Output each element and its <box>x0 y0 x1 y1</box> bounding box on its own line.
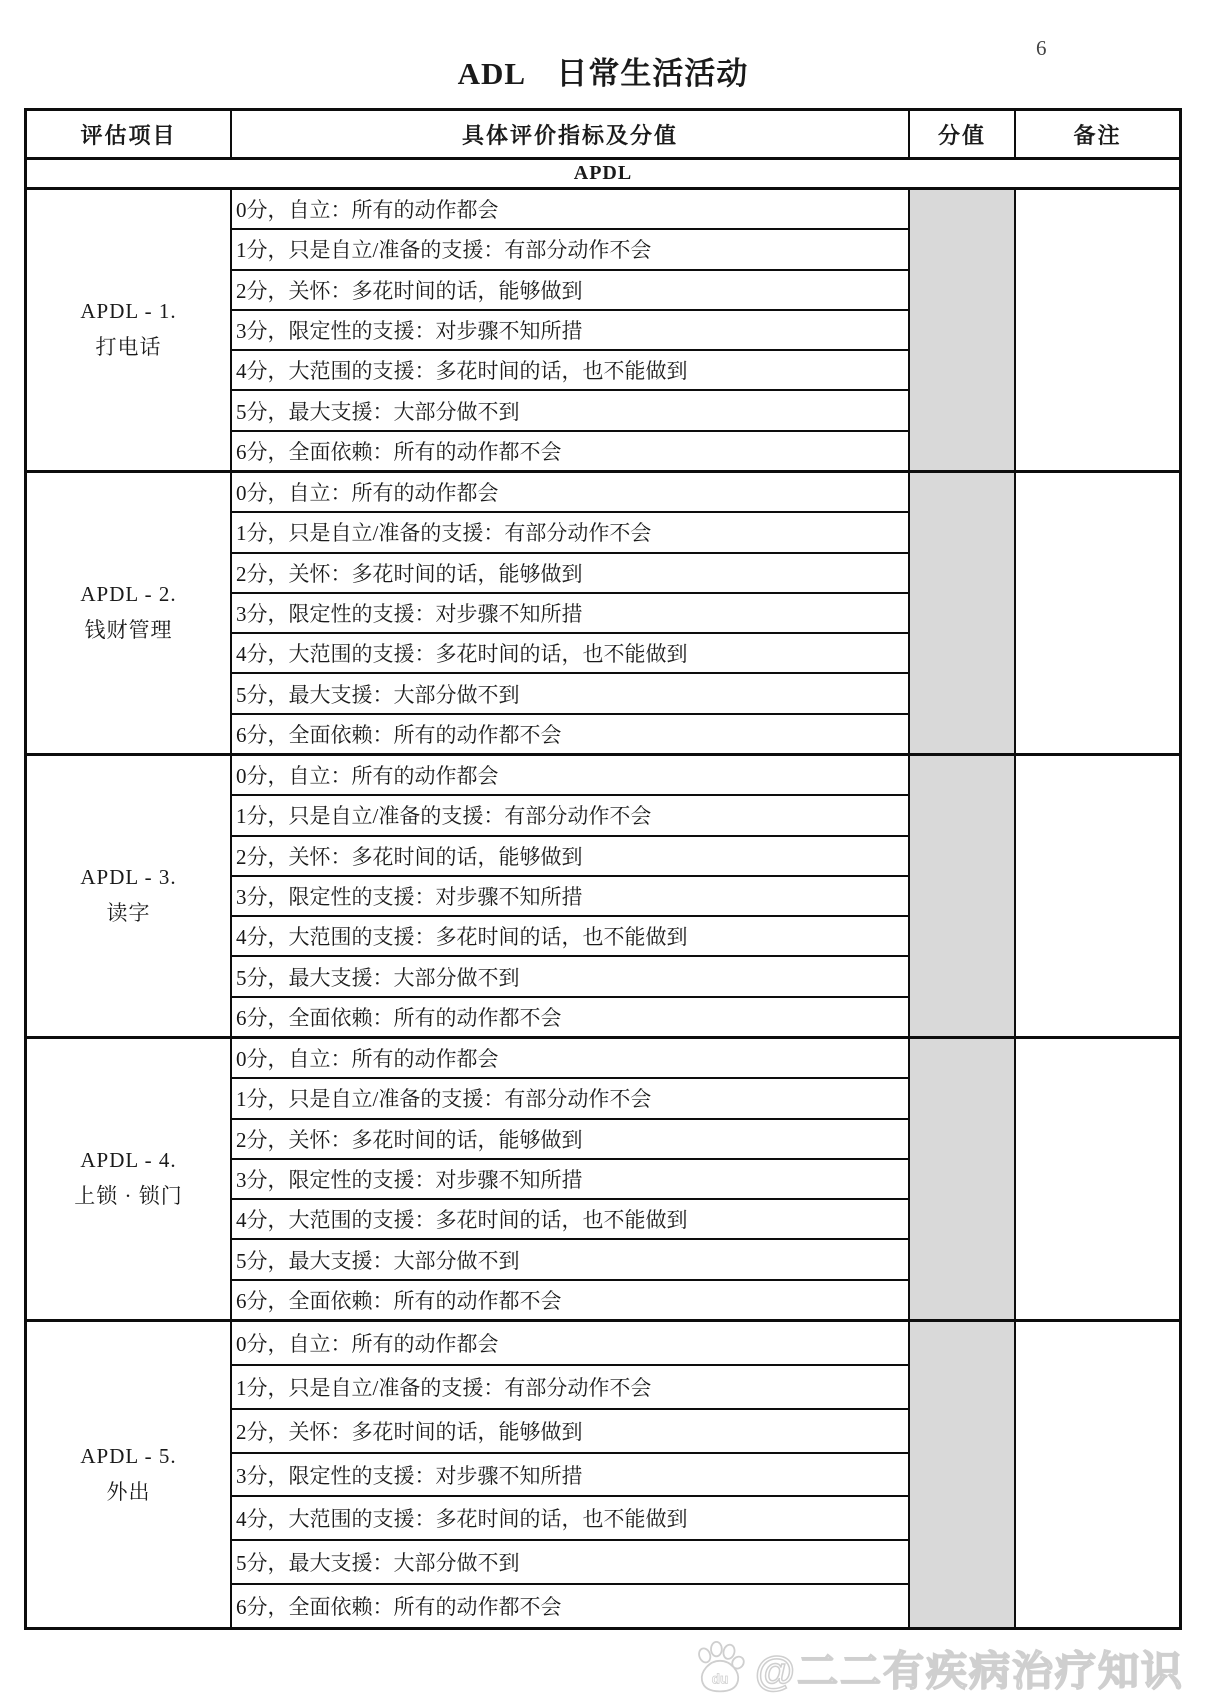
criteria-row: 5分，最大支援：大部分做不到 <box>232 391 908 431</box>
criteria-row: 5分，最大支援：大部分做不到 <box>232 957 908 997</box>
criteria-row: 6分，全面依赖：所有的动作都不会 <box>236 1005 562 1030</box>
assessment-table <box>24 108 1182 1630</box>
criteria-rows <box>232 756 910 1036</box>
baidu-paw-icon <box>693 1641 747 1695</box>
group-label-cell <box>27 756 232 1036</box>
criteria-row: 1分，只是自立/准备的支援：有部分动作不会 <box>232 1366 908 1410</box>
criteria-row: 4分，大范围的支援：多花时间的话，也不能做到 <box>232 1200 908 1240</box>
criteria-row: 5分，最大支援：大部分做不到 <box>232 1240 908 1280</box>
group-name: 外出 <box>106 1479 151 1504</box>
note-cell <box>1016 1039 1179 1319</box>
header-item: 评估项目 <box>27 111 232 157</box>
group-name: 上锁 · 锁门 <box>74 1184 183 1208</box>
table-row <box>27 473 1179 756</box>
criteria-row: 1分，只是自立/准备的支援：有部分动作不会 <box>232 513 908 553</box>
group-id: APDL - 3. <box>80 865 177 890</box>
criteria-row: 2分，关怀：多花时间的话，能够做到 <box>232 1410 908 1454</box>
criteria-rows <box>232 473 910 753</box>
criteria-rows <box>232 1322 910 1627</box>
group-id: APDL - 2. <box>80 582 177 607</box>
criteria-row: 3分，限定性的支援：对步骤不知所措 <box>232 594 908 634</box>
section-title-apdl: APDL <box>27 160 1179 190</box>
criteria-row: 4分，大范围的支援：多花时间的话，也不能做到 <box>232 351 908 391</box>
table-header-row <box>27 111 1179 160</box>
note-cell <box>1016 1322 1179 1627</box>
criteria-row: 1分，只是自立/准备的支援：有部分动作不会 <box>232 1079 908 1119</box>
criteria-row: 4分，大范围的支援：多花时间的话，也不能做到 <box>232 1497 908 1541</box>
group-name: 钱财管理 <box>84 618 173 642</box>
criteria-rows <box>232 190 910 470</box>
criteria-row: 1分，只是自立/准备的支援：有部分动作不会 <box>232 230 908 270</box>
note-cell <box>1016 473 1179 753</box>
criteria-row: 6分，全面依赖：所有的动作都不会 <box>236 1288 562 1313</box>
criteria-row: 5分，最大支援：大部分做不到 <box>232 674 908 714</box>
table-groups <box>27 190 1179 1627</box>
criteria-row: 0分，自立：所有的动作都会 <box>232 190 908 230</box>
criteria-rows <box>232 1039 910 1319</box>
header-score: 分值 <box>910 111 1016 157</box>
group-label-cell <box>27 1322 232 1627</box>
criteria-row: 2分，关怀：多花时间的话，能够做到 <box>232 554 908 594</box>
note-cell <box>1016 756 1179 1036</box>
criteria-row: 2分，关怀：多花时间的话，能够做到 <box>232 837 908 877</box>
group-name: 读字 <box>106 901 151 925</box>
criteria-row: 2分，关怀：多花时间的话，能够做到 <box>232 271 908 311</box>
note-cell <box>1016 190 1179 470</box>
baidu-paw-du-label: du <box>711 1670 729 1686</box>
criteria-row: 1分，只是自立/准备的支援：有部分动作不会 <box>232 796 908 836</box>
criteria-row: 0分，自立：所有的动作都会 <box>232 1039 908 1079</box>
group-id: APDL - 5. <box>80 1443 177 1468</box>
criteria-row: 0分，自立：所有的动作都会 <box>232 756 908 796</box>
page-number: 6 <box>1036 36 1047 60</box>
score-cell <box>910 1322 1016 1627</box>
group-id: APDL - 1. <box>80 299 177 324</box>
score-cell <box>910 756 1016 1036</box>
criteria-row: 6分，全面依赖：所有的动作都不会 <box>236 722 562 747</box>
group-name: 打电话 <box>95 335 162 359</box>
header-criteria: 具体评价指标及分值 <box>232 111 910 157</box>
criteria-row: 4分，大范围的支援：多花时间的话，也不能做到 <box>232 634 908 674</box>
group-label-cell <box>27 473 232 753</box>
criteria-row: 5分，最大支援：大部分做不到 <box>232 1541 908 1585</box>
score-cell <box>910 473 1016 753</box>
criteria-row: 3分，限定性的支援：对步骤不知所措 <box>232 311 908 351</box>
table-row <box>27 756 1179 1039</box>
group-label-cell <box>27 1039 232 1319</box>
criteria-row: 3分，限定性的支援：对步骤不知所措 <box>232 1454 908 1498</box>
criteria-row: 6分，全面依赖：所有的动作都不会 <box>236 439 562 464</box>
group-label-cell <box>27 190 232 470</box>
score-cell <box>910 1039 1016 1319</box>
criteria-row: 0分，自立：所有的动作都会 <box>232 473 908 513</box>
group-id: APDL - 4. <box>80 1148 177 1173</box>
criteria-row: 3分，限定性的支援：对步骤不知所措 <box>232 1160 908 1200</box>
table-row <box>27 1322 1179 1627</box>
table-row <box>27 190 1179 473</box>
table-row <box>27 1039 1179 1322</box>
page-title: ADL 日常生活活动 <box>457 56 749 91</box>
header-note: 备注 <box>1073 122 1122 148</box>
watermark <box>693 1638 1184 1697</box>
watermark-text: @二二有疾病治疗知识 <box>755 1648 1184 1694</box>
criteria-row: 2分，关怀：多花时间的话，能够做到 <box>232 1120 908 1160</box>
criteria-row: 3分，限定性的支援：对步骤不知所措 <box>232 877 908 917</box>
criteria-row: 0分，自立：所有的动作都会 <box>232 1322 908 1366</box>
criteria-row: 6分，全面依赖：所有的动作都不会 <box>236 1595 562 1620</box>
score-cell <box>910 190 1016 470</box>
criteria-row: 4分，大范围的支援：多花时间的话，也不能做到 <box>232 917 908 957</box>
